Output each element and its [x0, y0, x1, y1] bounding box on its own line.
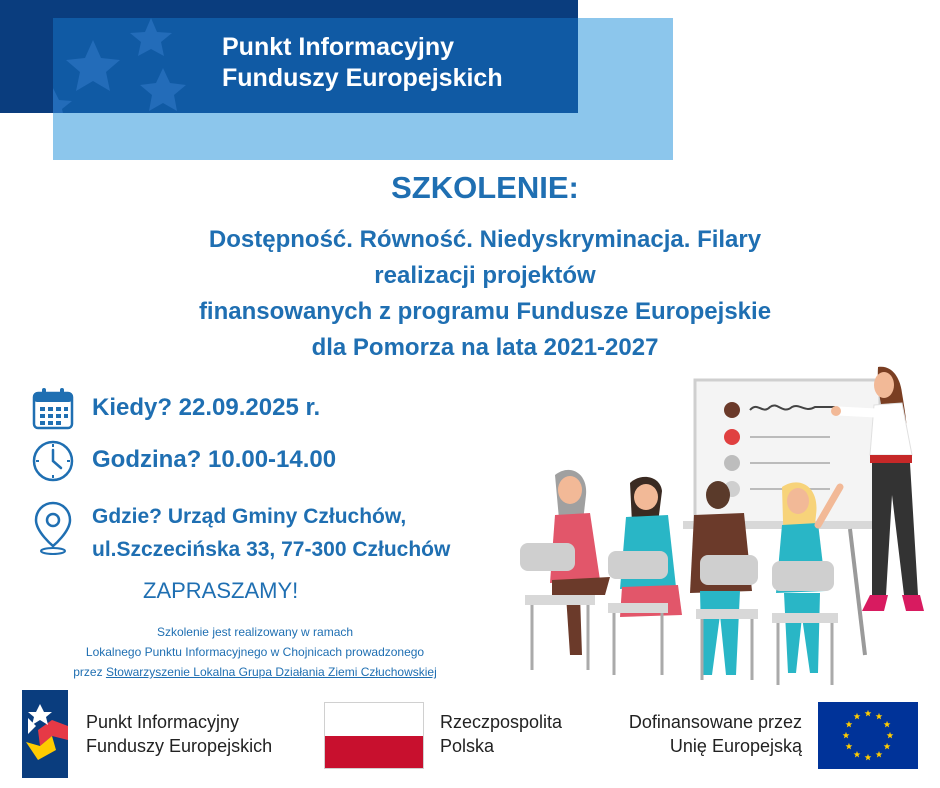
polish-flag-icon: [324, 702, 424, 769]
header-title-line2: Funduszy Europejskich: [222, 64, 503, 92]
training-illustration: [500, 355, 940, 700]
note-line3-prefix: przez: [73, 665, 106, 679]
eu-label-line1: Dofinansowane przez: [628, 712, 802, 732]
invite-text: ZAPRASZAMY!: [143, 578, 299, 603]
training-title-line3: finansowanych z programu Fundusze Europejskie: [198, 298, 772, 325]
training-title-line1: Dostępność. Równość. Niedyskryminacja. Filary: [208, 226, 762, 253]
european-funds-label: [86, 710, 272, 758]
location-pin-icon: [30, 500, 76, 556]
info-where-text: [92, 500, 450, 566]
organizer-note: [0, 622, 510, 682]
organizer-link[interactable]: Stowarzyszenie Lokalna Grupa Działania Ziemi Człuchowskiej: [105, 665, 437, 679]
header-stars-icon: [53, 18, 198, 113]
note-line2: Lokalnego Punktu Informacyjnego w Chojnicach prowadzonego: [85, 645, 425, 659]
note-line1: Szkolenie jest realizowany w ramach: [156, 625, 354, 639]
pl-label-line1: Rzeczpospolita: [440, 712, 563, 732]
european-funds-logo-icon: [22, 690, 68, 778]
calendar-icon: [30, 386, 76, 432]
info-where-line1: Gdzie? Urząd Gminy Człuchów,: [92, 505, 407, 528]
eu-label-line2: Unię Europejską: [669, 736, 802, 756]
eu-flag-icon: [818, 702, 918, 769]
info-hour-text: Godzina? 10.00-14.00: [92, 446, 337, 473]
clock-icon: [30, 438, 76, 484]
info-when-text: Kiedy? 22.09.2025 r.: [92, 394, 321, 421]
info-where-line2: ul.Szczecińska 33, 77-300 Człuchów: [92, 538, 451, 561]
poland-label: [440, 710, 562, 758]
training-title-line2: realizacji projektów: [374, 262, 596, 289]
header-title: [222, 32, 572, 94]
fe-label-line1: Punkt Informacyjny: [86, 712, 240, 732]
fe-label-line2: Funduszy Europejskich: [86, 736, 273, 756]
note-line3: [0, 662, 510, 682]
info-when: [30, 386, 320, 432]
info-hour: [30, 438, 336, 484]
training-title-line4: dla Pomorza na lata 2021-2027: [311, 334, 659, 361]
training-title: [130, 222, 840, 366]
main-heading: SZKOLENIE:: [391, 170, 579, 205]
eu-cofinanced-label: [560, 710, 802, 758]
footer-logos: [0, 690, 940, 788]
info-where: [30, 500, 450, 566]
pl-label-line2: Polska: [440, 736, 495, 756]
header-title-line1: Punkt Informacyjny: [222, 33, 454, 61]
students-figure-icon: [520, 470, 840, 685]
